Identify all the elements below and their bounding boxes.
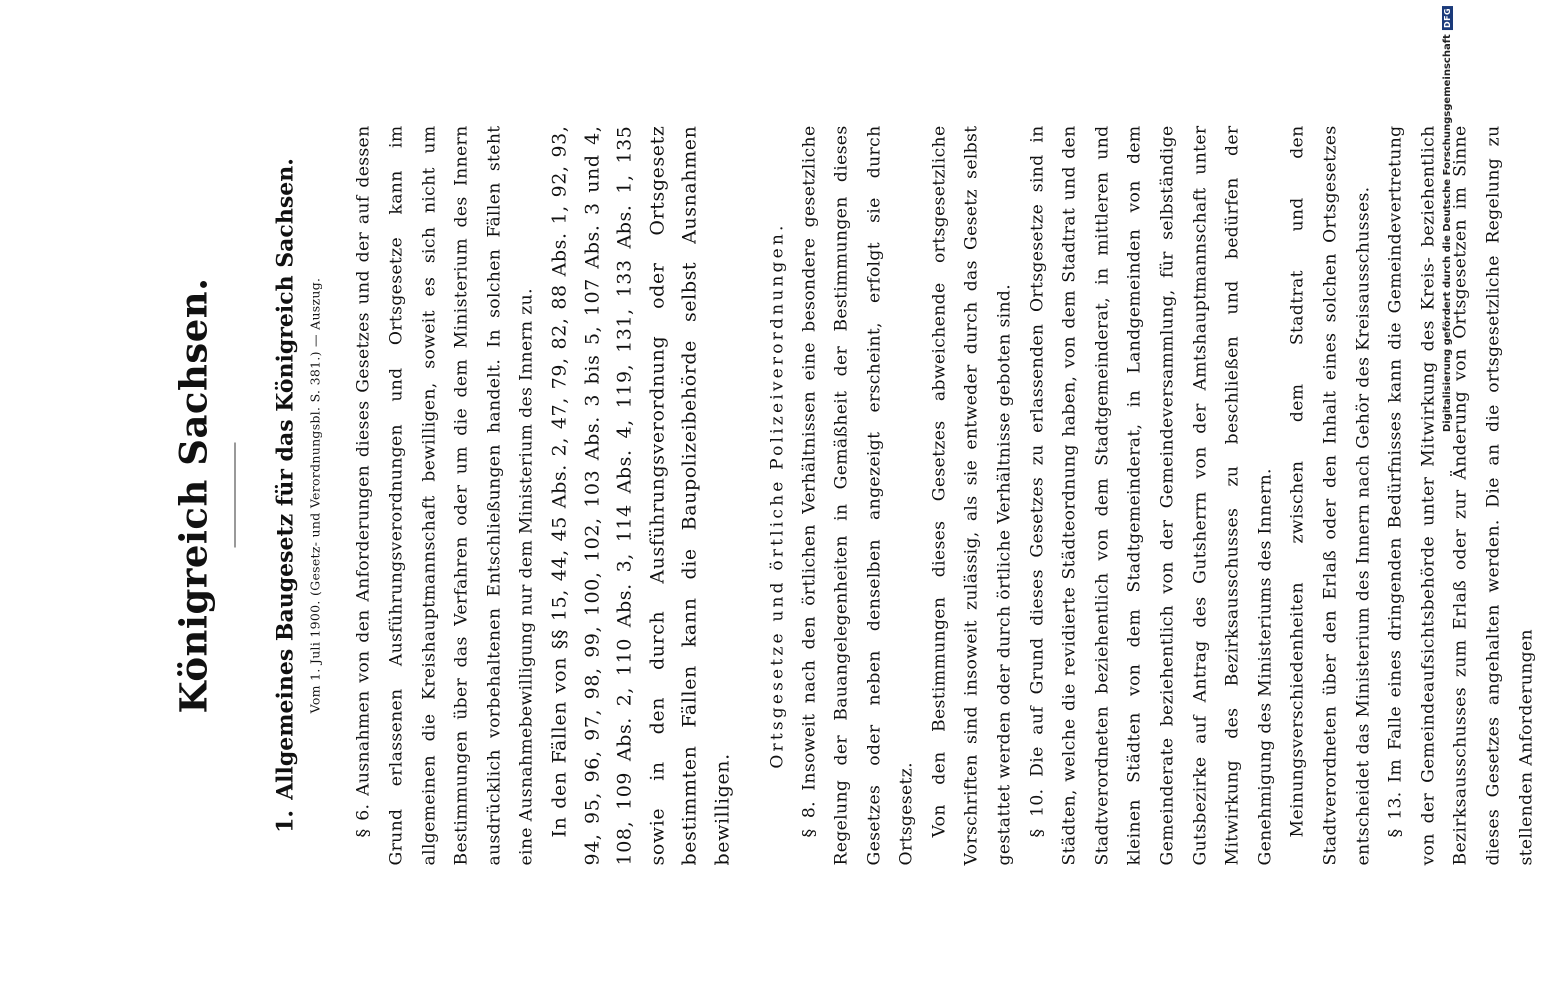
paragraph-section-10-cont: Meinungsverschiedenheiten zwischen dem Stadtrat und den Stadtverordneten über den Erlaß oder den Inhalt eines solchen Ortsgesetzes entscheidet das Ministerium des Innern nach Gehör des Kreisausschusses. [1287, 125, 1373, 865]
law-title: Allgemeines Baugesetz für das Königreich Sachsen. [272, 157, 298, 800]
paragraph-exceptions-list: In den Fällen von §§ 15, 44, 45 Abs. 2, 47, 79, 82, 88 Abs. 1, 92, 93, 94, 95, 96, 97, 98, 99, 100, 102, 103 Abs. 3 bis 5, 107 Abs. 3 und 4, 108, 109 Abs. 2, 110 Abs. 3, 114 Abs. 4, 119, 131, 133 Abs. 1, 135 sowie in den durch Ausführungsverordnung oder Ortsgesetz bestimmten Fällen kann die Baupolizeibehörde selbst Ausnahmen bewilligen. [547, 125, 733, 865]
paragraph-section-13: § 13. Im Falle eines dringenden Bedürfnisses kann die Gemeindevertretung von der Gemeindeaufsichtsbehörde unter Mitwirkung des Kreis- beziehentlich Bezirksausschusses zum Erlaß oder zur Änderung von Ortsgesetzen im Sinne dieses Gesetzes angehalten werden. Die an die ortsgesetzliche Regelung zu stellenden Anforderungen [1385, 125, 1536, 865]
dfg-credit-text: Digitalisierung gefördert durch die Deutsche Forschungsgemeinschaft [1442, 34, 1453, 433]
law-meta: Vom 1. Juli 1900. (Gesetz- und Verordnungsbl. S. 381.) — Auszug. [307, 277, 323, 713]
page-content [171, 125, 1542, 865]
law-heading [272, 125, 298, 865]
paragraph-section-10: § 10. Die auf Grund dieses Gesetzes zu erlassenden Ortsgesetze sind in Städten, welche die revidierte Städteordnung haben, von dem Stadtrat und den Stadtverordneten beziehentlich von dem Stadtgemeinderat, in mittleren und kleinen Städten von dem Stadtgemeinderat, in Landgemeinden von dem Gemeinderate beziehentlich von der Gemeindeversammlung, für selbständige Gutsbezirke auf Antrag des Gutsherrn von der Amtshauptmannschaft unter Mitwirkung des Bezirksausschusses zu beschließen und bedürfen der Genehmigung des Ministeriums des Innern. [1026, 125, 1275, 865]
title-divider [234, 443, 235, 548]
paragraph-section-6: § 6. Ausnahmen von den Anforderungen dieses Gesetzes und der auf dessen Grund erlassenen Ausführungsverordnungen und Ortsgesetze kann im allgemeinen die Kreishauptmannschaft bewilligen, soweit es sich nicht um Bestimmungen über das Verfahren oder um die dem Ministerium des Innern ausdrücklich vorbehaltenen Entschließungen handelt. In solchen Fällen steht eine Ausnahmebewilligung nur dem Ministerium des Innern zu. [353, 125, 537, 865]
dfg-credit [1442, 6, 1453, 432]
section-heading: Ortsgesetze und örtliche Polizeiverordnungen. [766, 221, 787, 769]
paragraph-section-8: § 8. Insoweit nach den örtlichen Verhältnissen eine besondere gesetzliche Regelung der Bauangelegenheiten in Gemäßheit der Bestimmungen dieses Gesetzes oder neben denselben angezeigt erscheint, erfolgt sie durch Ortsgesetz. [798, 125, 917, 865]
paragraph-section-8-cont: Von den Bestimmungen dieses Gesetzes abweichende ortsgesetzliche Vorschriften sind insoweit zulässig, als sie entweder durch das Gesetz selbst gestattet werden oder durch örtliche Verhältnisse geboten sind. [928, 125, 1015, 865]
dfg-logo: DFG [1443, 8, 1452, 29]
law-number: 1. [272, 809, 298, 833]
page-title: Königreich Sachsen. [171, 276, 215, 714]
